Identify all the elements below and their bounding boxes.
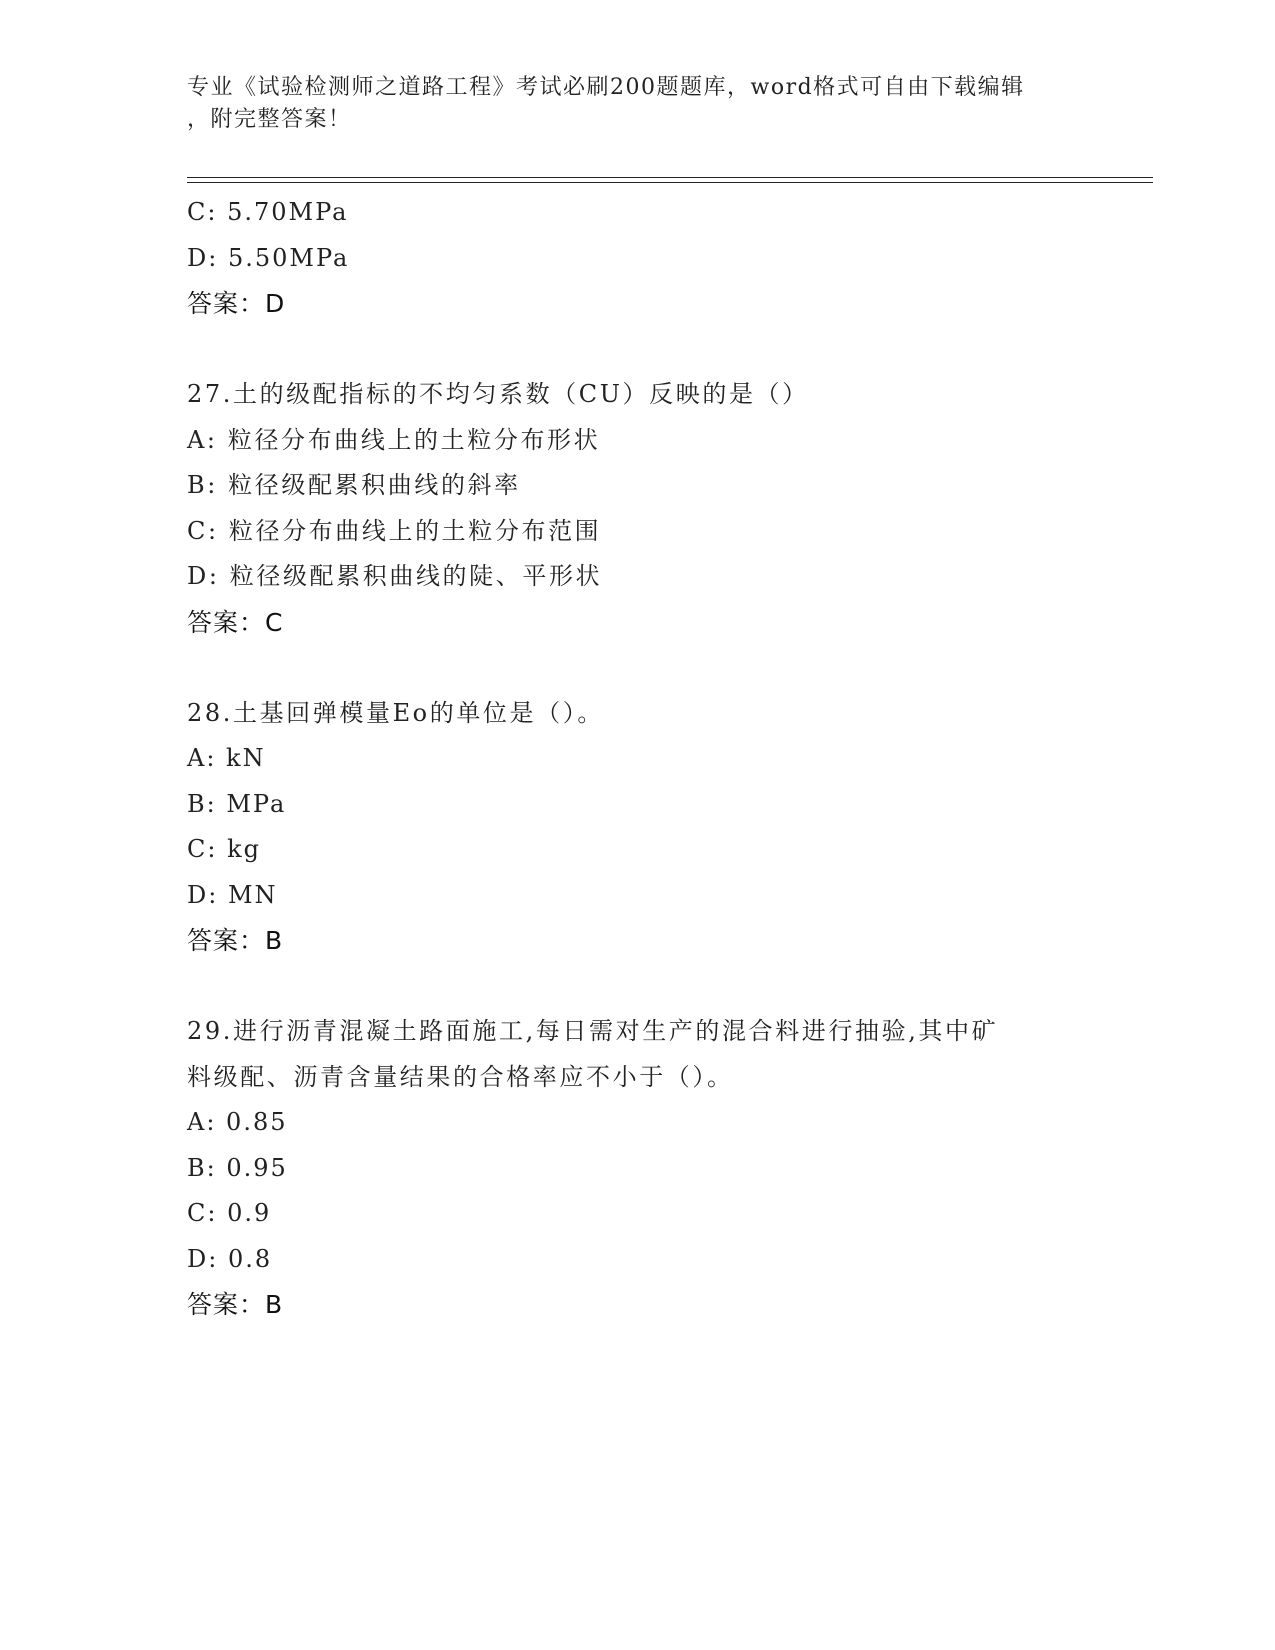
prev-option-c: C: 5.70MPa [187,198,349,226]
header-title-line-2: ，附完整答案！ [187,107,352,132]
q29-answer: 答案：B [187,1290,284,1319]
question-list [187,190,1107,1328]
q27-option-d: D: 粒径级配累积曲线的陡、平形状 [187,562,603,590]
q29-stem-line-2: 料级配、沥青含量结果的合格率应不小于（）。 [187,1062,734,1091]
q27-stem: 27.土的级配指标的不均匀系数（CU）反映的是（） [187,380,809,408]
q27-option-c: C: 粒径分布曲线上的土粒分布范围 [187,516,602,545]
spacer [187,645,1107,691]
document-header [187,72,1087,136]
q29-option-b: B: 0.95 [187,1153,288,1182]
q27-option-b: B: 粒径级配累积曲线的斜率 [187,471,521,499]
q27-answer: 答案：C [187,607,284,637]
q29-option-a: A: 0.85 [187,1108,288,1136]
header-title-line-1: 专业《试验检测师之道路工程》考试必刷200题题库，word格式可自由下载编辑 [187,75,1025,100]
q27-option-a: A: 粒径分布曲线上的土粒分布形状 [187,425,601,454]
prev-answer: 答案：D [187,289,286,318]
q28-option-d: D: MN [187,880,278,909]
spacer [187,964,1107,1010]
header-rule-bottom [187,182,1153,183]
q29-option-c: C: 0.9 [187,1199,272,1227]
q28-stem: 28.土基回弹模量Eo的单位是（）。 [187,698,604,727]
q29-stem-line-1: 29.进行沥青混凝土路面施工,每日需对生产的混合料进行抽验,其中矿 [187,1017,999,1045]
q29-option-d: D: 0.8 [187,1244,273,1273]
q28-option-c: C: kg [187,835,261,863]
header-rule-top [187,177,1153,178]
q28-answer: 答案：B [187,926,284,955]
q28-option-a: A: kN [187,744,266,772]
spacer [187,327,1107,373]
q28-option-b: B: MPa [187,789,287,818]
prev-option-d: D: 5.50MPa [187,243,350,272]
